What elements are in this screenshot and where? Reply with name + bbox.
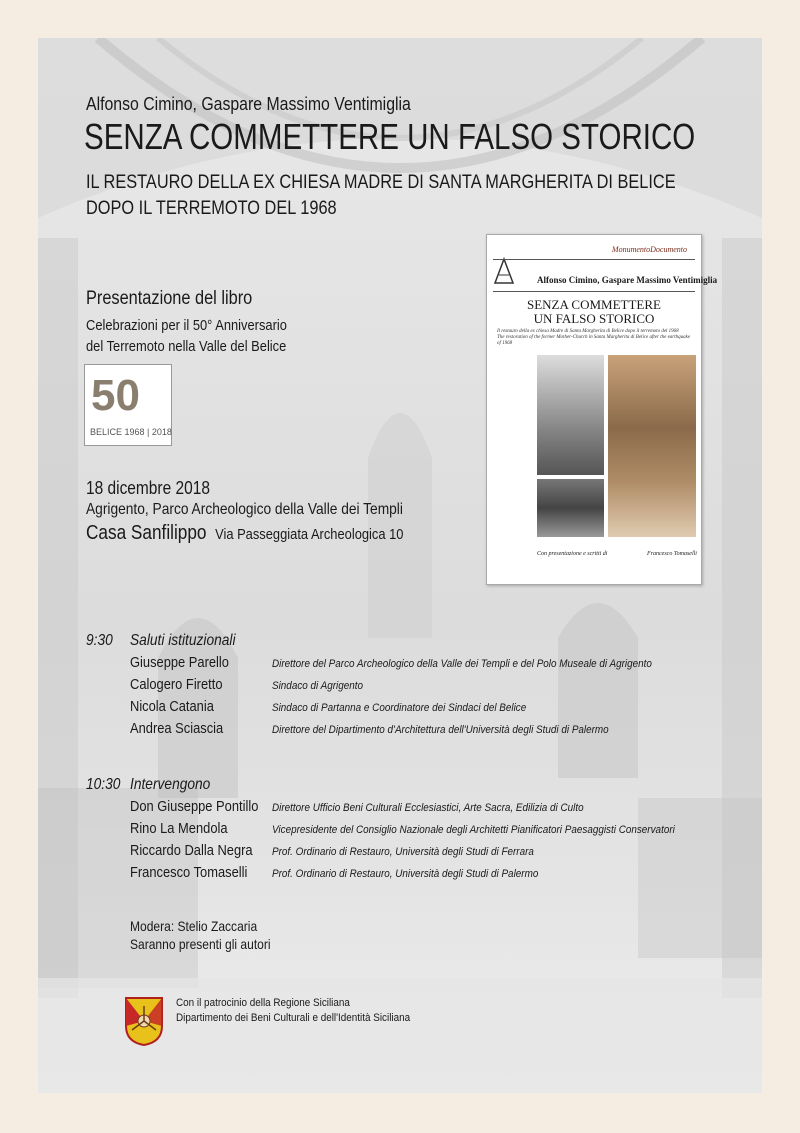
patronage	[176, 996, 410, 1026]
sicilian-region-coat-of-arms-icon	[124, 996, 164, 1046]
moderator-label: Modera:	[130, 918, 175, 934]
speaker-name: Calogero Firetto	[130, 676, 223, 693]
authors-note: Saranno presenti gli autori	[130, 936, 271, 952]
cover-footer-left: Con presentazione e scritti di	[537, 551, 608, 557]
patronage-line2: Dipartimento dei Beni Culturali e dell'Identità Siciliana	[176, 1012, 411, 1024]
speaker-role: Direttore Ufficio Beni Culturali Ecclesiastici, Arte Sacra, Edilizia di Culto	[272, 802, 584, 814]
speaker-name: Rino La Mendola	[130, 820, 228, 837]
speaker-role: Direttore del Dipartimento d'Architettura dell'Università degli Studi di Palermo	[272, 724, 609, 736]
cover-subtitle-it: Il restauro della ex chiesa Madre di Santa Margherita di Belice dopo il terremoto del 1968	[497, 329, 679, 334]
book-subtitle-line2: DOPO IL TERREMOTO DEL 1968	[86, 198, 337, 219]
book-subtitle-line1: IL RESTAURO DELLA EX CHIESA MADRE DI SANTA MARGHERITA DI BELICE	[86, 172, 676, 193]
anniversary-logo	[84, 364, 172, 446]
cover-photo-church-facade	[537, 355, 604, 475]
cover-subtitle-en: The restoration of the former Mother-Church in Santa Margherita di Belice after the earthquake of 1968	[497, 335, 691, 346]
speaker-name: Riccardo Dalla Negra	[130, 842, 253, 859]
cover-photo-ruins	[537, 479, 604, 537]
moderator	[130, 918, 257, 934]
session1-time: 9:30	[86, 632, 113, 649]
venue-name: Casa Sanfilippo	[86, 522, 207, 544]
book-cover-image	[486, 234, 718, 585]
poster	[38, 38, 762, 1093]
cover-footer-right: Francesco Tomaselli	[647, 551, 697, 557]
speaker-name: Andrea Sciascia	[130, 720, 224, 737]
cover-title-line1: SENZA COMMETTERE	[527, 297, 661, 312]
cover-subtitle	[497, 329, 693, 347]
moderator-name: Stelio Zaccaria	[177, 918, 258, 934]
presentation-heading: Presentazione del libro	[86, 288, 253, 309]
celebration-line1: Celebrazioni per il 50° Anniversario	[86, 317, 287, 334]
session2-label: Intervengono	[130, 776, 211, 793]
speaker-name: Francesco Tomaselli	[130, 864, 248, 881]
speaker-role: Sindaco di Agrigento	[272, 680, 363, 692]
patronage-line1: Con il patrocinio della Regione Siciliana	[176, 997, 350, 1009]
event-date: 18 dicembre 2018	[86, 478, 210, 498]
speaker-role: Vicepresidente del Consiglio Nazionale degli Architetti Pianificatori Paesaggisti Conservatori	[272, 824, 675, 836]
speaker-name: Don Giuseppe Pontillo	[130, 798, 259, 815]
anniversary-logo-number: 50	[91, 371, 140, 420]
celebration-line2: del Terremoto nella Valle del Belice	[86, 338, 287, 355]
cover-rule-bottom	[493, 291, 695, 292]
anniversary-logo-caption: BELICE 1968 | 2018	[90, 427, 172, 437]
speaker-name: Giuseppe Parello	[130, 654, 229, 671]
session2-time: 10:30	[86, 776, 121, 793]
event-venue	[86, 522, 403, 545]
speaker-role: Sindaco di Partanna e Coordinatore dei Sindaci del Belice	[272, 702, 527, 714]
venue-address: Via Passeggiata Archeologica 10	[215, 526, 404, 543]
publisher-logo-icon	[493, 257, 515, 285]
cover-photo-scaffolding	[608, 355, 696, 537]
book-series: MonumentoDocumento	[611, 245, 687, 254]
book-authors: Alfonso Cimino, Gaspare Massimo Ventimiglia	[86, 94, 411, 114]
speaker-name: Nicola Catania	[130, 698, 214, 715]
cover-authors: Alfonso Cimino, Gaspare Massimo Ventimiglia	[537, 275, 718, 285]
event-place: Agrigento, Parco Archeologico della Valle dei Templi	[86, 501, 403, 518]
speaker-role: Prof. Ordinario di Restauro, Università degli Studi di Palermo	[272, 868, 539, 880]
book-title: SENZA COMMETTERE UN FALSO STORICO	[84, 116, 696, 157]
speaker-role: Prof. Ordinario di Restauro, Università degli Studi di Ferrara	[272, 846, 534, 858]
cover-rule-top	[493, 259, 695, 260]
session1-label: Saluti istituzionali	[130, 632, 236, 649]
speaker-role: Direttore del Parco Archeologico della Valle dei Templi e del Polo Museale di Agrigento	[272, 658, 652, 670]
cover-title-line2: UN FALSO STORICO	[533, 311, 655, 326]
